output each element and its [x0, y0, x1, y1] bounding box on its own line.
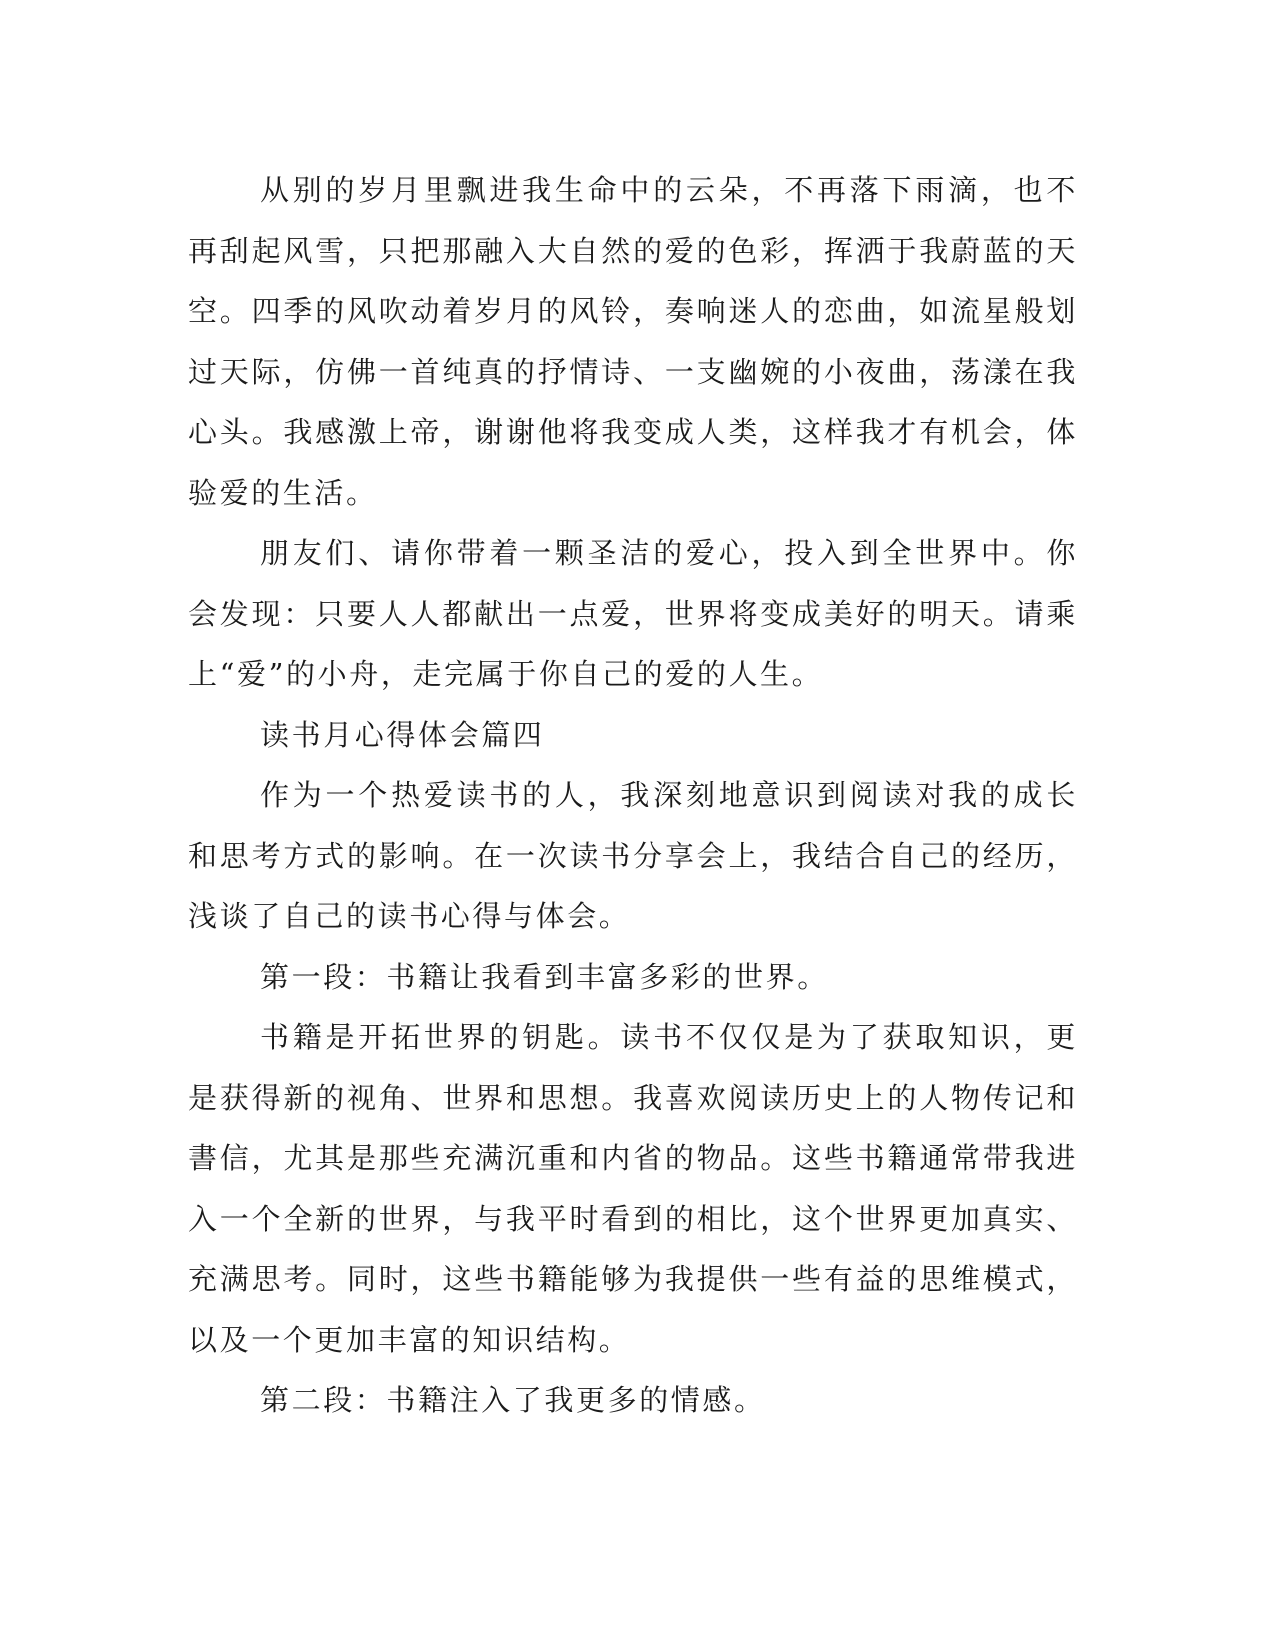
section-heading-2: 第二段：书籍注入了我更多的情感。: [260, 1383, 766, 1417]
section-heading-1: 第一段：书籍让我看到丰富多彩的世界。: [260, 959, 829, 994]
section-title: 读书月心得体会篇四: [260, 717, 545, 752]
paragraph-intro: 作为一个热爱读书的人，我深刻地意识到阅读对我的成长和思考方式的影响。在一次读书分享会上，我结合自己的经历，浅谈了自己的读书心得与体会。: [188, 778, 1078, 933]
paragraph-books-world: 书籍是开拓世界的钥匙。读书不仅仅是为了获取知识，更是获得新的视角、世界和思想。我喜欢阅读历史上的人物传记和書信，尤其是那些充满沉重和内省的物品。这些书籍通常带我进入一个全新的世界，与我平时看到的相比，这个世界更加真实、充满思考。同时，这些书籍能够为我提供一些有益的思维模式，以及一个更加丰富的知识结构。: [188, 1020, 1078, 1357]
paragraph-friends: 朋友们、请你带着一颗圣洁的爱心，投入到全世界中。你会发现：只要人人都献出一点爱，世界将变成美好的明天。请乘上“爱”的小舟，走完属于你自己的爱的人生。: [188, 536, 1078, 691]
paragraph-clouds: 从别的岁月里飘进我生命中的云朵，不再落下雨滴，也不再刮起风雪，只把那融入大自然的爱的色彩，挥洒于我蔚蓝的天空。四季的风吹动着岁月的风铃，奏响迷人的恋曲，如流星般划过天际，仿佛一首纯真的抒情诗、一支幽婉的小夜曲，荡漾在我心头。我感激上帝，谢谢他将我变成人类，这样我才有机会，体验爱的生活。: [188, 173, 1078, 510]
document-body: [188, 160, 1078, 1431]
